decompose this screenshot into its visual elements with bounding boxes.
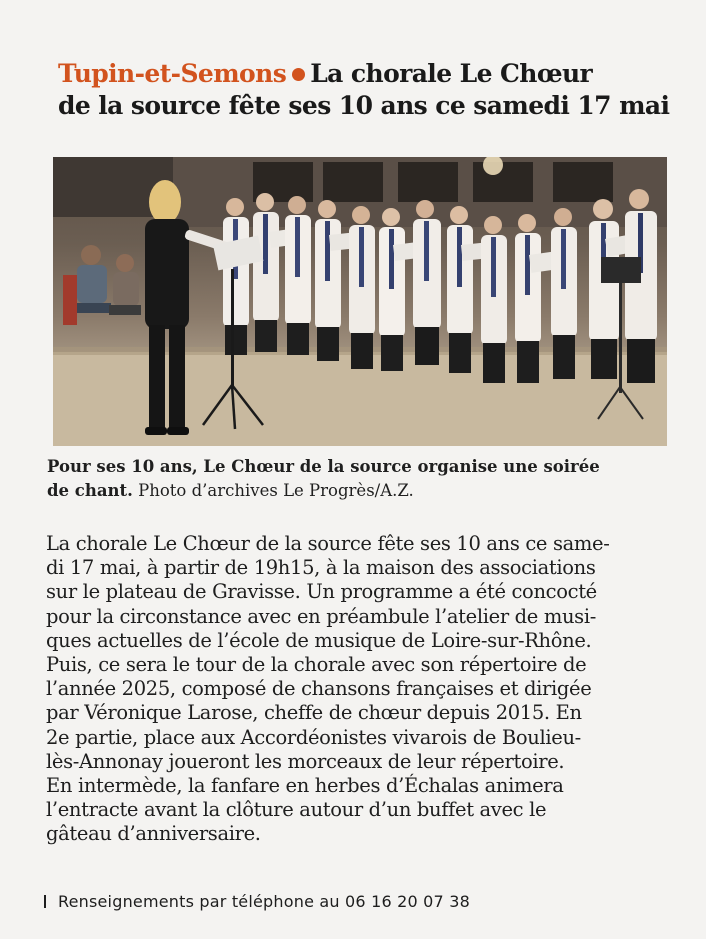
- body-line: Puis, ce sera le tour de la chorale avec son répertoire de: [46, 653, 587, 677]
- body-line: sur le plateau de Gravisse. Un programme a été concocté: [46, 580, 597, 604]
- body-line: par Véronique Larose, cheffe de chœur depuis 2015. En: [46, 701, 582, 725]
- caption-bold-line-1: Pour ses 10 ans, Le Chœur de la source organise une soirée: [47, 457, 600, 476]
- photo-credit: Photo d’archives Le Progrès/A.Z.: [138, 481, 414, 500]
- body-line: lès-Annonay joueront les morceaux de leur répertoire.: [46, 749, 565, 773]
- choir-photo: [53, 157, 667, 446]
- body-line: La chorale Le Chœur de la source fête ses 10 ans ce same-: [46, 532, 610, 555]
- body-line: En intermède, la fanfare en herbes d’Échalas animera: [46, 774, 564, 798]
- body-line: l’année 2025, composé de chansons françaises et dirigée: [46, 677, 592, 701]
- headline-line-1: [58, 58, 698, 90]
- bullet-dot-icon: [292, 68, 305, 81]
- body-line: 2e partie, place aux Accordéonistes vivarois de Boulieu-: [46, 725, 581, 749]
- info-bar-icon: [44, 895, 46, 908]
- info-line: [44, 891, 470, 913]
- photo-caption: [47, 455, 667, 503]
- kicker-location: Tupin-et-Semons: [58, 59, 287, 88]
- headline: [58, 58, 698, 122]
- article-body: [46, 532, 664, 847]
- body-line: di 17 mai, à partir de 19h15, à la maison des associations: [46, 556, 596, 580]
- body-line: gâteau d’anniversaire.: [46, 822, 261, 846]
- body-line: pour la circonstance avec en préambule l’atelier de musi-: [46, 604, 596, 628]
- headline-line-2: de la source fête ses 10 ans ce samedi 17 mai: [58, 91, 670, 120]
- body-line: l’entracte avant la clôture autour d’un buffet avec le: [46, 798, 547, 822]
- caption-bold-line-2: de chant.: [47, 481, 133, 500]
- body-line: ques actuelles de l’école de musique de Loire-sur-Rhône.: [46, 628, 592, 652]
- headline-title-part-1: La chorale Le Chœur: [310, 59, 593, 88]
- info-text: Renseignements par téléphone au 06 16 20 07 38: [58, 892, 470, 911]
- caption-line-2: [47, 479, 667, 503]
